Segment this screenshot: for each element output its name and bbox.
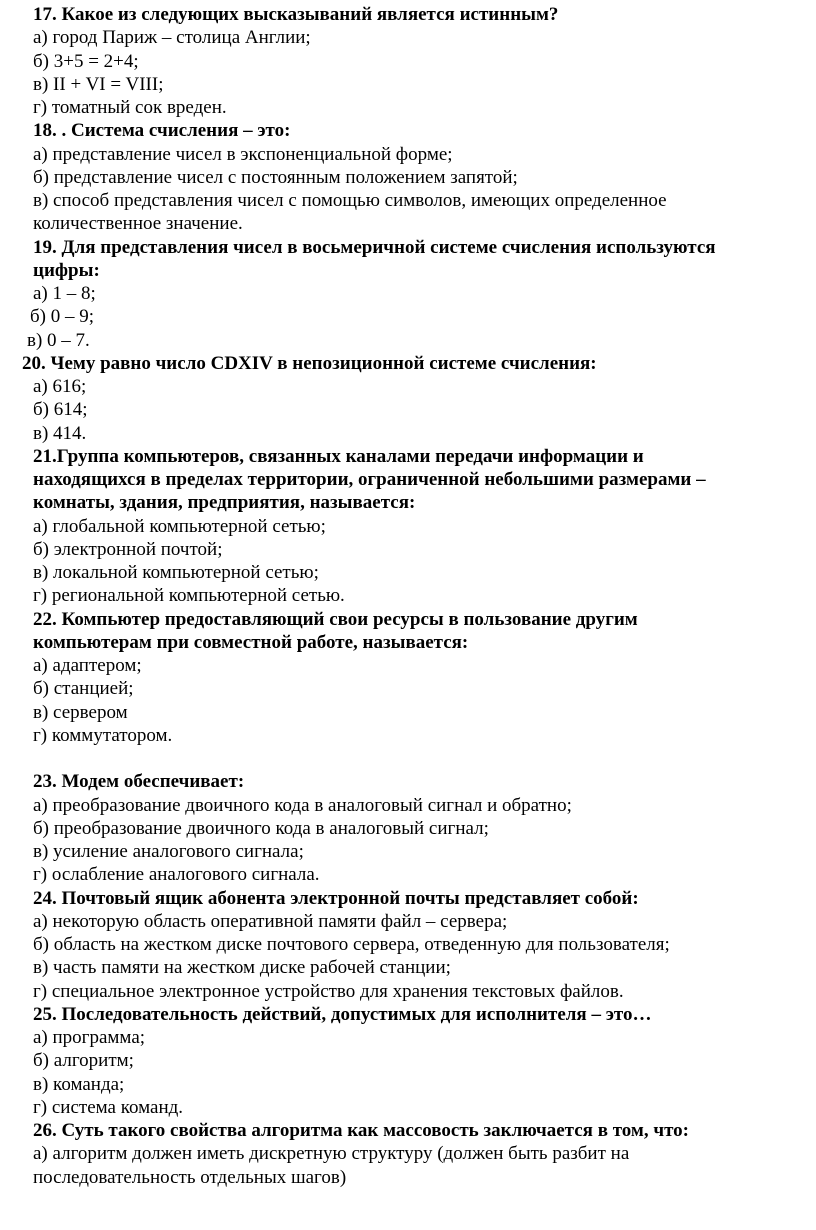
- question-18-option-v: в) способ представления чисел с помощью символов, имеющих определенное: [33, 190, 667, 211]
- question-19-option-a: а) 1 – 8;: [33, 283, 96, 304]
- question-24-option-v: в) часть памяти на жестком диске рабочей станции;: [33, 957, 451, 979]
- question-20-option-v: в) 414.: [33, 422, 87, 444]
- question-21-option-a: а) глобальной компьютерной сетью;: [33, 515, 326, 537]
- question-24-option-a: а) некоторую область оперативной памяти файл – сервера;: [33, 910, 508, 932]
- question-26-title: 26. Суть такого свойства алгоритма как массовость заключается в том, что:: [33, 1120, 689, 1141]
- question-21-option-g: г) региональной компьютерной сетью.: [33, 585, 345, 607]
- question-18-option-a: а) представление чисел в экспоненциальной форме;: [33, 143, 453, 165]
- question-17-option-v: в) II + VI = VIII;: [33, 73, 164, 95]
- question-18-title: 18. . Система счисления – это:: [33, 120, 291, 142]
- question-23-option-v: в) усиление аналогового сигнала;: [33, 841, 304, 862]
- question-20-option-a: а) 616;: [33, 376, 87, 397]
- question-25-option-a: а) программа;: [33, 1027, 146, 1048]
- question-21-option-b: б) электронной почтой;: [33, 538, 223, 560]
- question-21-option-v: в) локальной компьютерной сетью;: [33, 562, 319, 583]
- question-19-option-b: б) 0 – 9;: [30, 306, 95, 328]
- question-17-option-g: г) томатный сок вреден.: [33, 97, 227, 118]
- question-22-title-continued: компьютерам при совместной работе, называется:: [33, 631, 469, 653]
- question-22-title: 22. Компьютер предоставляющий свои ресурсы в пользование другим: [33, 608, 638, 630]
- question-18-option-b: б) представление чисел с постоянным положением запятой;: [33, 166, 518, 188]
- question-18-option-v-continued: количественное значение.: [33, 213, 243, 235]
- question-24-title: 24. Почтовый ящик абонента электронной почты представляет собой:: [33, 887, 639, 909]
- question-24-option-b: б) область на жестком диске почтового сервера, отведенную для пользователя;: [33, 934, 670, 955]
- question-25-option-g: г) система команд.: [33, 1096, 184, 1118]
- question-17-option-b: б) 3+5 = 2+4;: [33, 50, 139, 72]
- question-19-title-continued: цифры:: [33, 259, 100, 281]
- question-23-option-g: г) ослабление аналогового сигнала.: [33, 864, 320, 886]
- question-24-option-g: г) специальное электронное устройство для хранения текстовых файлов.: [33, 980, 624, 1002]
- question-26-option-a: а) алгоритм должен иметь дискретную структуру (должен быть разбит на: [33, 1143, 630, 1165]
- question-19-title: 19. Для представления чисел в восьмеричной системе счисления используются: [33, 236, 716, 258]
- question-26-option-a-continued: последовательность отдельных шагов): [33, 1166, 347, 1188]
- question-21-title: 21.Группа компьютеров, связанных каналами передачи информации и: [33, 445, 644, 467]
- question-22-option-g: г) коммутатором.: [33, 724, 173, 746]
- question-21-title-continued-1: находящихся в пределах территории, ограниченной небольшими размерами –: [33, 469, 706, 490]
- blank-line: [0, 747, 816, 770]
- question-23-option-b: б) преобразование двоичного кода в аналоговый сигнал;: [33, 817, 489, 839]
- question-23-title: 23. Модем обеспечивает:: [33, 771, 245, 793]
- question-20-option-b: б) 614;: [33, 399, 88, 421]
- question-17-option-a: а) город Париж – столица Англии;: [33, 27, 311, 49]
- question-25-option-v: в) команда;: [33, 1073, 125, 1095]
- question-22-option-a: а) адаптером;: [33, 655, 142, 676]
- question-20-title: 20. Чему равно число CDXIV в непозиционной системе счисления:: [22, 352, 597, 374]
- question-22-option-b: б) станцией;: [33, 678, 134, 700]
- question-19-option-v: в) 0 – 7.: [27, 329, 90, 351]
- question-25-option-b: б) алгоритм;: [33, 1050, 134, 1072]
- question-25-title: 25. Последовательность действий, допустимых для исполнителя – это…: [33, 1003, 652, 1025]
- question-17-title: 17. Какое из следующих высказываний является истинным?: [33, 4, 559, 25]
- question-21-title-continued-2: комнаты, здания, предприятия, называется:: [33, 492, 416, 514]
- question-22-option-v: в) сервером: [33, 701, 128, 723]
- question-23-option-a: а) преобразование двоичного кода в аналоговый сигнал и обратно;: [33, 794, 572, 816]
